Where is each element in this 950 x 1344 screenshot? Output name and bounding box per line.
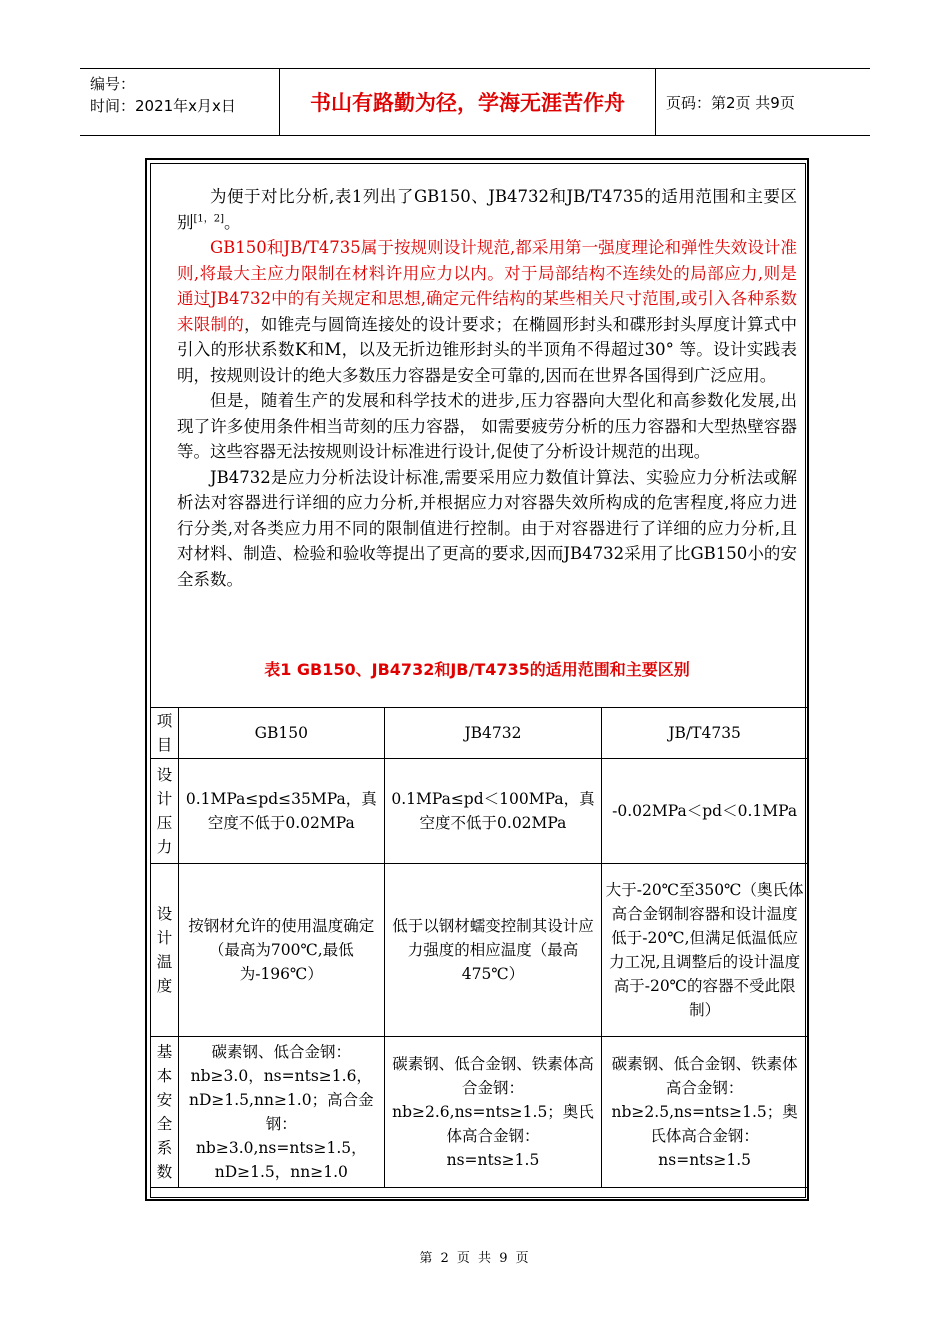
paragraph-1-text: 为便于对比分析,表1列出了GB150、JB4732和JB/T4735的适用范围和主要区别 bbox=[177, 187, 797, 232]
cell-safety-gb150 bbox=[178, 1037, 384, 1188]
safety-jb4732-line3: ns=nts≥1.5 bbox=[446, 1151, 540, 1169]
paragraph-2-rest: ，如锥壳与圆筒连接处的设计要求；在椭圆形封头和碟形封头厚度计算式中引入的形状系数K和M，以及无折边锥形封头的半顶角不得超过30° 等。设计实践表明，按规则设计的绝大多数压力容器是安全可靠的,因而在世界各国得到广泛应用。 bbox=[177, 314, 798, 385]
table-header-row bbox=[151, 708, 808, 759]
header-motto: 书山有路勤为径，学海无涯苦作舟 bbox=[280, 69, 656, 135]
paragraph-2-highlight: GB150和JB/T4735属于按规则设计规范,都采用第一强度理论和弹性失效设计准则,将最大主应力限制在材料许用应力以内。对于局部结构不连续处的局部应力,则是通过JB4732中的有关规定和思想,确定元件结构的某些相关尺寸范围,或引入各种系数来限制的 bbox=[177, 238, 797, 334]
date-label: 时间：2021年x月x日 bbox=[90, 97, 236, 115]
cell-pressure-gb150: 0.1MPa≤pd≤35MPa，真空度不低于0.02MPa bbox=[178, 759, 384, 864]
safety-jb4732-line1: 碳素钢、低合金钢、铁素体高合金钢： bbox=[392, 1055, 594, 1097]
row-label-safety: 基本安全系数 bbox=[151, 1037, 179, 1188]
page-header bbox=[80, 68, 870, 136]
header-item: 项目 bbox=[151, 708, 179, 759]
row-label-pressure: 设计压力 bbox=[151, 759, 179, 864]
header-page-label: 页码：第2页 共9页 bbox=[666, 93, 795, 112]
header-jbt4735: JB/T4735 bbox=[602, 708, 808, 759]
row-label-temperature: 设计温度 bbox=[151, 864, 179, 1037]
safety-jbt4735-line3: ns=nts≥1.5 bbox=[658, 1151, 751, 1169]
table-caption: 表1 GB150、JB4732和JB/T4735的适用范围和主要区别 bbox=[264, 660, 690, 679]
serial-label: 编号： bbox=[90, 75, 136, 93]
reference-mark: [1，2] bbox=[193, 213, 225, 224]
cell-temperature-jbt4735: 大于-20℃至350℃（奥氏体高合金钢制容器和设计温度低于-20℃,但满足低温低应力工况,且调整后的设计温度高于-20℃的容器不受此限制） bbox=[602, 864, 808, 1037]
safety-gb150-line1: 碳素钢、低合金钢： bbox=[211, 1043, 352, 1061]
page-footer: 第 2 页 共 9 页 bbox=[419, 1251, 531, 1266]
cell-pressure-jbt4735: -0.02MPa＜pd＜0.1MPa bbox=[602, 759, 808, 864]
safety-gb150-line2: nb≥3.0，ns=nts≥1.6，nD≥1.5,nn≥1.0；高合金钢： bbox=[189, 1067, 374, 1133]
content-frame bbox=[145, 158, 809, 1201]
comparison-table bbox=[150, 707, 808, 1188]
paragraph-1 bbox=[177, 184, 797, 235]
header-gb150: GB150 bbox=[178, 708, 384, 759]
body-text bbox=[177, 184, 797, 592]
header-meta bbox=[80, 69, 280, 135]
safety-jbt4735-line1: 碳素钢、低合金钢、铁素体高合金钢： bbox=[611, 1055, 798, 1097]
cell-temperature-gb150: 按钢材允许的使用温度确定（最高为700℃,最低为-196℃） bbox=[178, 864, 384, 1037]
paragraph-3: 但是，随着生产的发展和科学技术的进步,压力容器向大型化和高参数化发展,出现了许多使用条件相当苛刻的压力容器， 如需要疲劳分析的压力容器和大型热壁容器等。这些容器无法按规则设计标准进行设计,促使了分析设计规范的出现。 bbox=[177, 391, 797, 461]
paragraph-1-end: 。 bbox=[224, 212, 241, 232]
cell-safety-jbt4735 bbox=[602, 1037, 808, 1188]
table-row-safety bbox=[151, 1037, 808, 1188]
paragraph-4: JB4732是应力分析法设计标准,需要采用应力数值计算法、实验应力分析法或解析法对容器进行详细的应力分析,并根据应力对容器失效所构成的危害程度,将应力进行分类,对各类应力用不同的限制值进行控制。由于对容器进行了详细的应力分析,且对材料、制造、检验和验收等提出了更高的要求,因而JB4732采用了比GB150小的安全系数。 bbox=[177, 467, 797, 589]
cell-safety-jb4732 bbox=[384, 1037, 602, 1188]
cell-pressure-jb4732: 0.1MPa≤pd＜100MPa，真空度不低于0.02MPa bbox=[384, 759, 602, 864]
cell-temperature-jb4732: 低于以钢材蠕变控制其设计应力强度的相应温度（最高475℃） bbox=[384, 864, 602, 1037]
table-row-pressure bbox=[151, 759, 808, 864]
header-jb4732: JB4732 bbox=[384, 708, 602, 759]
safety-jbt4735-line2: nb≥2.5,ns=nts≥1.5；奥氏体高合金钢： bbox=[611, 1103, 798, 1145]
safety-gb150-line3: nb≥3.0,ns=nts≥1.5，nD≥1.5，nn≥1.0 bbox=[195, 1139, 367, 1181]
safety-jb4732-line2: nb≥2.6,ns=nts≥1.5；奥氏体高合金钢： bbox=[392, 1103, 594, 1145]
table-row-temperature bbox=[151, 864, 808, 1037]
paragraph-2 bbox=[177, 235, 797, 388]
